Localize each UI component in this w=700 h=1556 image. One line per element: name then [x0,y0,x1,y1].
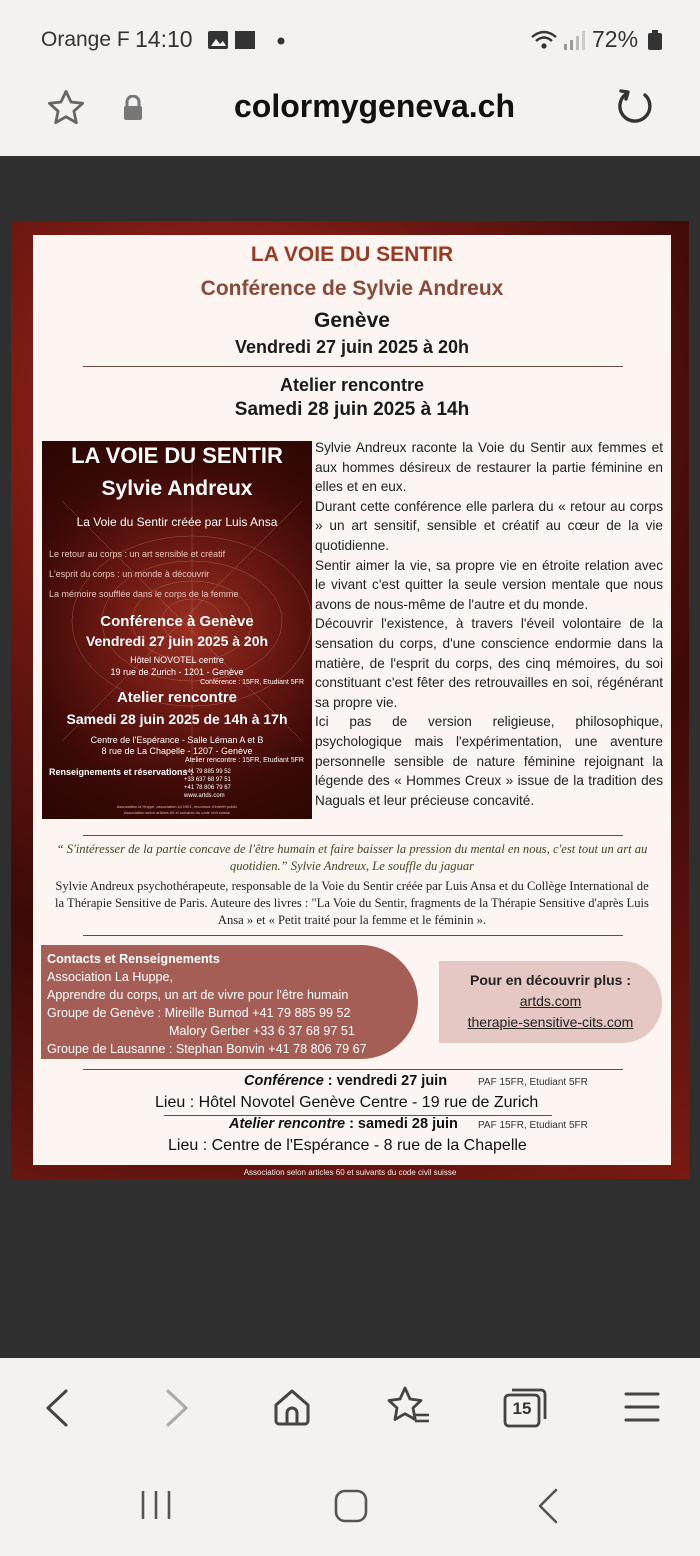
event-atelier-location: Lieu : Centre de l'Espérance - 8 rue de la Chapelle [168,1137,527,1154]
divider [83,835,623,836]
flyer-atelier-date: Samedi 28 juin 2025 de 14h à 17h [66,711,288,727]
poster-footnote: Association selon articles 60 et suivants du code civil suisse [243,1168,457,1177]
reload-icon[interactable] [612,86,656,130]
battery-percent: 72% [592,26,639,52]
flyer-phone: +41 79 885 99 52 [184,769,231,775]
paragraph: Sylvie Andreux raconte la Voie du Sentir aux femmes et aux hommes désireux de restaurer la partie féminine en elles et en eux. [315,440,663,495]
flyer-atelier-price: Atelier rencontre : 15FR, Etudiant 5FR [184,757,304,764]
carrier-label: Orange F [41,28,130,51]
city-heading: Genève [314,309,390,332]
wifi-icon [532,32,556,37]
flyer-website: www.artds.com [184,793,225,799]
more-notifications-icon [278,38,285,45]
clock: 14:10 [135,26,193,52]
contacts-heading: Contacts et Renseignements [47,952,220,966]
association-tagline: Apprendre du corps, un art de vivre pour l'être humain [47,988,349,1002]
event-conference-location: Lieu : Hôtel Novotel Genève Centre - 19 rue de Zurich [155,1094,539,1111]
system-home-icon[interactable] [334,1489,368,1523]
bookmarks-icon[interactable] [385,1385,431,1429]
author-bio: Sylvie Andreux psychothérapeute, responsable de la Voie du Sentir créée par Luis Ansa et du Collège International de la Thérapie Sensitive de Paris. Auteure des livres : "La Voie du Sentir, fragments de la Thérapie Sensitive d'après Luis Ansa » et « Petit traité pour la femme et le féminin ». [55,879,649,927]
flyer-title: LA VOIE DU SENTIR [71,443,283,468]
contact-geneve: Groupe de Genève : Mireille Burnod +41 79 885 99 52 [47,1006,351,1020]
link-therapie-sensitive[interactable]: therapie-sensitive-cits.com [467,1014,634,1030]
status-bar [0,0,700,78]
system-back-icon[interactable] [536,1488,560,1524]
flyer-conference-price: Conférence : 15FR, Etudiant 5FR [200,679,304,686]
flyer-hotel: Hôtel NOVOTEL centre [130,655,224,665]
flyer-atelier: Atelier rencontre [116,689,238,706]
flyer-line: L'esprit du corps : un monde à découvrir [49,569,210,579]
event-atelier-date: : samedi 28 juin [345,1116,458,1132]
recent-apps-icon[interactable] [140,1490,172,1520]
home-icon[interactable] [272,1387,312,1427]
poster-title: LA VOIE DU SENTIR [250,243,454,266]
signal-icons [530,28,590,52]
divider [83,1069,623,1070]
menu-icon[interactable] [624,1390,660,1424]
flyer-line: La mémoire soufflée dans le corps de la femme [49,589,239,599]
notification-icons [207,30,287,52]
battery-icon [647,30,663,50]
event-conference-price: PAF 15FR, Etudiant 5FR [478,1077,588,1088]
gallery-icon [208,31,228,49]
flyer-image [42,441,312,819]
cell-signal-icon [564,44,567,50]
browser-toolbar [0,1358,700,1556]
paragraph: Ici pas de version religieuse, philosophique, psychologique mais l'expérimentation, une aventure personnelle sensible de nature féminine rejoignant la légende des « Hommes Creux » issue de la tradition des Naguals et leur précieuse concavité. [315,714,663,808]
flyer-centre: Centre de l'Espérance - Salle Léman A et B [90,735,264,745]
atelier-heading: Atelier rencontre [279,375,425,395]
association-name: Association La Huppe, [47,970,174,984]
contact-geneve-2: Malory Gerber +33 6 37 68 97 51 [169,1024,355,1038]
link-artds[interactable]: artds.com [519,993,582,1009]
divider [83,366,623,367]
divider [83,935,623,936]
flyer-conference-date: Vendredi 27 juin 2025 à 20h [85,633,269,649]
back-icon[interactable] [42,1388,72,1428]
poster-panel [33,235,671,1165]
tab-count: 15 [512,1399,532,1418]
forward-icon[interactable] [162,1388,192,1428]
flyer-fineprint: Association la Huppe, association loi 1901, reconnue d'intérêt public [116,804,238,809]
paragraph: Durant cette conférence elle parlera du « retour au corps » un art sensitif, sensible et créatif au cœur de la vie quotidienne. [315,498,663,553]
flyer-hotel-address: 19 rue de Zurich - 1201 - Genève [110,667,244,677]
url-text[interactable]: colormygeneva.ch [234,88,515,124]
flyer-centre-address: 8 rue de La Chapelle - 1207 - Genève [101,746,253,756]
event-atelier [229,1116,458,1132]
flyer-phone: +41 78 806 79 67 [184,785,231,791]
flyer-conference: Conférence à Genève [100,613,254,630]
description-text [315,438,663,810]
flyer-line: Le retour au corps : un art sensible et créatif [49,549,226,559]
lock-icon[interactable] [121,95,145,121]
bookmark-star-icon[interactable] [45,87,87,129]
quote: “ S'intéresser de la partie concave de l'être humain et faire baisser la pression du mental en nous, c'est tout un art au quotidien.” Sylvie Andreux, Le souffle du jaguar [56,842,648,873]
atelier-date: Samedi 28 juin 2025 à 14h [234,399,470,420]
screenshot-icon [235,31,255,49]
event-conference-date: : vendredi 27 juin [323,1073,448,1089]
event-atelier-price: PAF 15FR, Etudiant 5FR [478,1120,588,1131]
event-conference [244,1073,447,1089]
event-atelier-label: Atelier rencontre [229,1116,346,1132]
conference-date: Vendredi 27 juin 2025 à 20h [234,337,470,357]
event-conference-label: Conférence [244,1073,324,1089]
flyer-subtitle: La Voie du Sentir créée par Luis Ansa [76,515,278,529]
flyer-phone: +33 637 68 97 51 [184,777,231,783]
discover-heading: Pour en découvrir plus : [469,972,632,988]
discover-box [439,961,662,1043]
conference-heading: Conférence de Sylvie Andreux [200,277,504,300]
contact-lausanne: Groupe de Lausanne : Stephan Bonvin +41 78 806 79 67 [47,1042,367,1056]
flyer-author: Sylvie Andreux [101,477,253,500]
flyer-renseignements: Renseignements et réservations : [49,767,194,777]
web-content [0,156,700,1358]
paragraph: Sentir aimer la vie, sa propre vie en étroite relation avec le vivant c'est quitter la seule version mentale que nous avons de nous-même de l'autre et du monde. [315,557,663,612]
flyer-fineprint: Association selon articles 60 et suivants du code civil suisse [123,810,231,815]
event-poster [11,221,689,1179]
paragraph: Découvrir l'existence, à travers l'éveil volontaire de la sensation du corps, d'une conscience endormie dans la matière, de l'esprit du corps, des cinq mémoires, du soi constituant c'est fêter des retrouvailles en soi, régénérant sa propre vie. [315,616,663,710]
contacts-box [41,945,418,1059]
